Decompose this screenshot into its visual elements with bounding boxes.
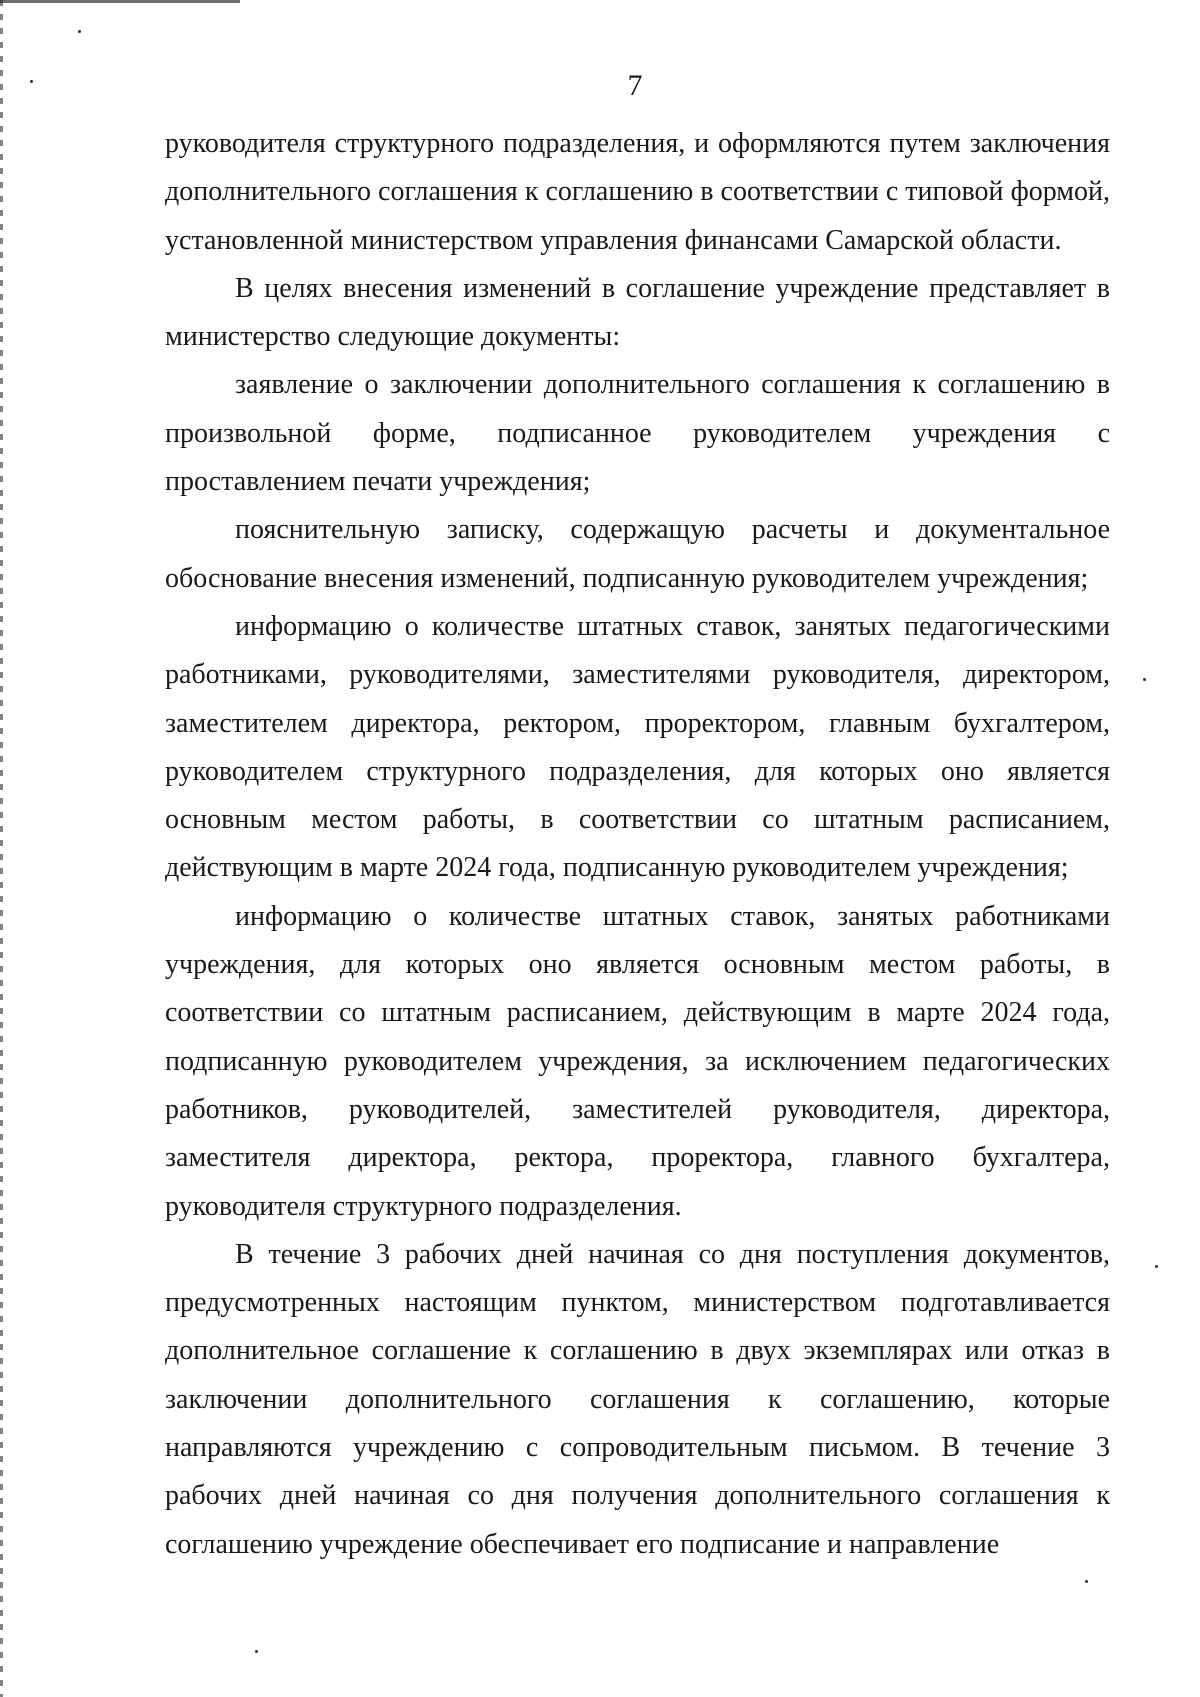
body-text <box>165 120 1110 1569</box>
paragraph: В целях внесения изменений в соглашение учреждение представляет в министерство следующие документы: <box>165 272 1110 353</box>
paragraph: заявление о заключении дополнительного соглашения к соглашению в произвольной форме, подписанное руководителем учреждения с проставлением печати учреждения; <box>165 369 1110 498</box>
paragraph: В течение 3 рабочих дней начиная со дня поступления документов, предусмотренных настоящим пунктом, министерством подготавливается дополнительное соглашение к соглашению в двух экземплярах или отказ в заключении дополнительного соглашения к соглашению, которые направляются учреждению с сопроводительным письмом. В течение 3 рабочих дней начиная со дня получения дополнительного соглашения к соглашению учреждение обеспечивает его подписание и направление <box>165 1238 1110 1560</box>
paragraph: пояснительную записку, содержащую расчеты и документальное обоснование внесения изменений, подписанную руководителем учреждения; <box>165 514 1110 594</box>
scan-speck <box>78 30 81 33</box>
scan-speck <box>255 1650 258 1653</box>
paragraph: информацию о количестве штатных ставок, занятых педагогическими работниками, руководителями, заместителями руководителя, директором, заместителем директора, ректором, проректором, главным бухгалтером, руководителем структурного подразделения, для которых оно является основным местом работы, в соответствии со штатным расписанием, действующим в марте 2024 года, подписанную руководителем учреждения; <box>165 610 1110 884</box>
page-number: 7 <box>627 69 643 102</box>
paragraph: информацию о количестве штатных ставок, занятых работниками учреждения, для которых оно является основным местом работы, в соответствии со штатным расписанием, действующим в марте 2024 года, подписанную руководителем учреждения, за исключением педагогических работников, руководителей, заместителей руководителя, директора, заместителя директора, ректора, проректора, главного бухгалтера, руководителя структурного подразделения. <box>165 900 1110 1222</box>
scan-artifact-edge <box>0 0 3 1697</box>
scan-speck <box>1085 1580 1088 1583</box>
paragraph: руководителя структурного подразделения, и оформляются путем заключения дополнительного соглашения к соглашению в соответствии с типовой формой, установленной министерством управления финансами Самарской области. <box>165 128 1110 256</box>
scan-speck <box>1143 678 1146 681</box>
scan-speck <box>1155 1265 1158 1268</box>
scan-artifact-top <box>0 0 240 3</box>
